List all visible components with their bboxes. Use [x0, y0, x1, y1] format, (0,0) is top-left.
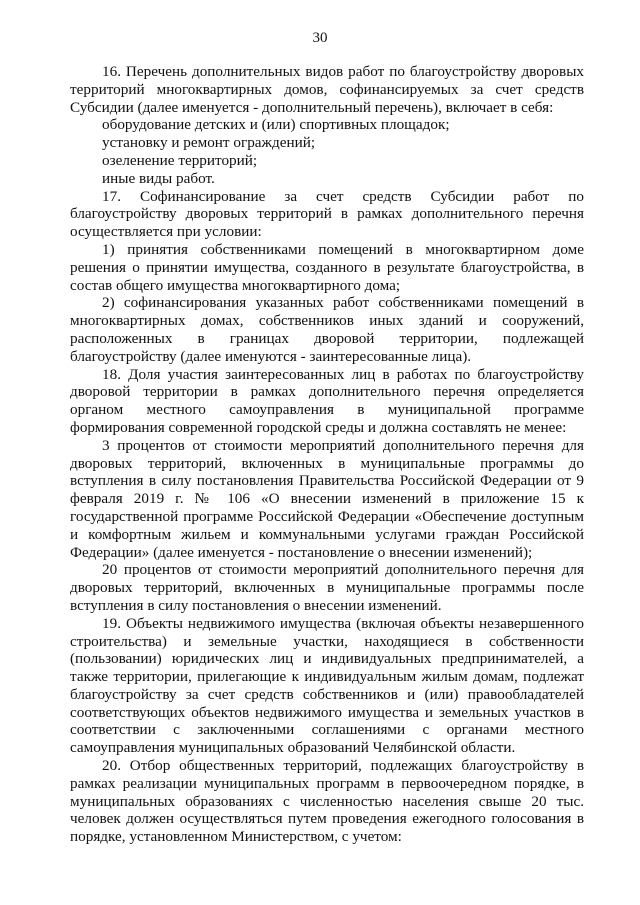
paragraph-17-condition-2: 2) софинансирования указанных работ собственниками помещений в многоквартирных домах, собственников иных зданий и сооружений, расположенных в границах дворовой территории, подлежащей благоустройству (далее именуются - заинтересованные лица).	[70, 294, 584, 365]
paragraph-16: 16. Перечень дополнительных видов работ по благоустройству дворовых территорий многоквартирных домов, софинансируемых за счет средств Субсидии (далее именуется - дополнительный перечень), включает в себя:	[70, 63, 584, 116]
paragraph-18: 18. Доля участия заинтересованных лиц в работах по благоустройству дворовой территории в рамках дополнительного перечня определяется органом местного самоуправления в муниципальной программе формирования современной городской среды и должна составлять не менее:	[70, 365, 584, 436]
paragraph-17: 17. Софинансирование за счет средств Субсидии работ по благоустройству дворовых территорий в рамках дополнительного перечня осуществляется при условии:	[70, 187, 584, 241]
paragraph-18-rate-20: 20 процентов от стоимости мероприятий дополнительного перечня для дворовых территорий, включенных в муниципальные программы после вступления в силу постановления о внесении изменений.	[70, 561, 584, 614]
list-item: озеленение территорий;	[102, 151, 258, 169]
paragraph-17-condition-1: 1) принятия собственниками помещений в многоквартирном доме решения о принятии имущества, созданного в результате благоустройства, в состав общего имущества многоквартирного дома;	[70, 240, 584, 294]
list-item: иные виды работ.	[102, 169, 215, 187]
paragraph-20: 20. Отбор общественных территорий, подлежащих благоустройству в рамках реализации муниципальных программ в первоочередном порядке, в муниципальных образованиях с численностью населения свыше 20 тыс. человек должен осуществляться путем проведения ежегодного голосования в порядке, установленном Министерством, с учетом:	[70, 757, 584, 846]
list-item: установку и ремонт ограждений;	[102, 134, 316, 152]
paragraph-19: 19. Объекты недвижимого имущества (включая объекты незавершенного строительства) и земельные участки, находящиеся в собственности (пользовании) юридических лиц и индивидуальных предпринимателей, а также территории, прилегающие к индивидуальным жилым домам, подлежат благоустройству за счет средств собственников и (или) правообладателей соответствующих объектов недвижимого имущества и земельных участков в соответствии с заключенными соглашениями с органами местного самоуправления муниципальных образований Челябинской области.	[70, 614, 584, 757]
page-number: 30	[312, 30, 328, 46]
paragraph-18-rate-3: 3 процентов от стоимости мероприятий дополнительного перечня для дворовых территорий, включенных в муниципальные программы до вступления в силу постановления Правительства Российской Федерации от 9 февраля 2019 г. № 106 «О внесении изменений в приложение 15 к государственной программе Российской Федерации «Обеспечение доступным и комфортным жильем и коммунальными услугами граждан Российской Федерации» (далее именуется - постановление о внесении изменений);	[70, 436, 584, 561]
document-body	[70, 63, 584, 846]
list-item: оборудование детских и (или) спортивных площадок;	[102, 116, 450, 134]
